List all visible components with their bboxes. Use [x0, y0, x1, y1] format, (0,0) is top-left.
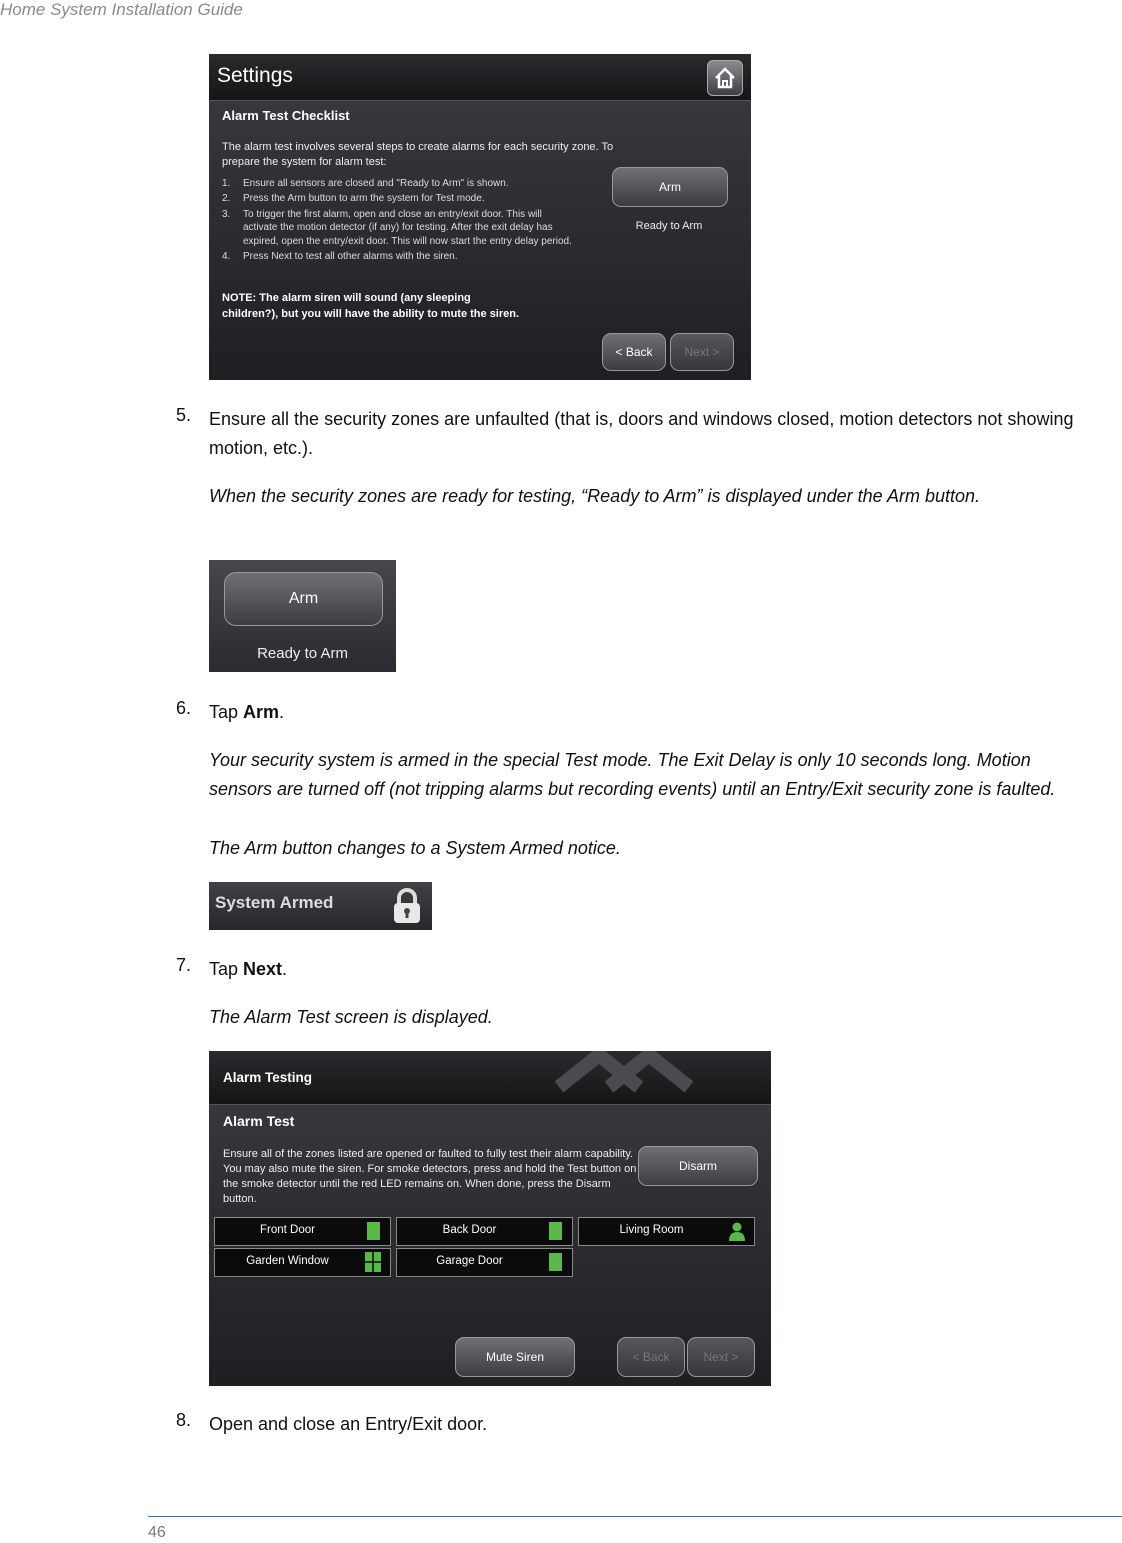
- system-armed-label: System Armed: [215, 893, 334, 912]
- footer-rule: [148, 1516, 1122, 1517]
- intro-line-1: The alarm test involves several steps to create alarms for each security zone. To: [222, 141, 614, 153]
- step-5-text: Ensure all the security zones are unfaulted (that is, doors and windows closed, motion detectors not showing motion, etc.).: [209, 409, 1074, 458]
- list-item: 2. Press the Arm button to arm the system for Test mode.: [222, 193, 485, 205]
- note-line-1: NOTE: The alarm siren will sound (any sleeping: [222, 292, 471, 304]
- ready-to-arm-status: Ready to Arm: [635, 220, 703, 232]
- checklist-heading: Alarm Test Checklist: [222, 108, 350, 123]
- arm-emphasis: Arm: [243, 702, 280, 722]
- step-7-text: Tap Next.: [209, 959, 288, 979]
- zone-back-door[interactable]: Back Door: [396, 1217, 573, 1246]
- zone-garden-window[interactable]: Garden Window: [214, 1248, 391, 1277]
- title-bar: [209, 1051, 771, 1105]
- step-6-result-2: The Arm button changes to a System Armed notice.: [209, 838, 621, 858]
- checklist: [222, 177, 572, 265]
- alarm-testing-screenshot: [209, 1051, 771, 1386]
- step-number: 8.: [176, 1410, 192, 1430]
- list-item: 1. Ensure all sensors are closed and "Ready to Arm" is shown.: [222, 178, 509, 189]
- step-number: 6.: [176, 698, 192, 718]
- step-7-result: The Alarm Test screen is displayed.: [209, 1007, 493, 1027]
- list-item: 4. Press Next to test all other alarms with the siren.: [222, 251, 458, 263]
- door-closed-icon: [367, 1222, 380, 1240]
- alarm-test-instructions: Ensure all of the zones listed are opened or faulted to fully test their alarm capability. You may also mute the siren. For smoke detectors, press and hold the Test button on the smoke detector until the red LED remains on. When done, press the Disarm button.: [223, 1148, 637, 1205]
- screen-title: Alarm Testing: [223, 1070, 313, 1085]
- home-button[interactable]: [707, 60, 743, 96]
- settings-screenshot: [209, 54, 751, 380]
- title-bar: [209, 54, 751, 101]
- step-6-text: Tap Arm.: [209, 702, 285, 722]
- home-watermark-icon: [549, 1051, 699, 1107]
- step-number: 7.: [176, 955, 192, 975]
- note-line-2: children?), but you will have the ability to mute the siren.: [222, 308, 520, 320]
- next-button[interactable]: Next >: [670, 333, 734, 371]
- mute-siren-button[interactable]: Mute Siren: [455, 1337, 575, 1377]
- screen-title: Settings: [217, 64, 293, 87]
- zone-garage-door[interactable]: Garage Door: [396, 1248, 573, 1277]
- door-closed-icon: [549, 1222, 562, 1240]
- header-title: Home System Installation Guide: [0, 0, 243, 19]
- next-emphasis: Next: [243, 959, 283, 979]
- arm-button[interactable]: Arm: [224, 572, 383, 626]
- system-armed-screenshot: [209, 882, 432, 930]
- alarm-test-heading: Alarm Test: [223, 1113, 295, 1129]
- arm-button[interactable]: Arm: [612, 167, 728, 207]
- arm-button-screenshot: [209, 560, 396, 672]
- window-closed-icon: [365, 1252, 381, 1272]
- next-button[interactable]: Next >: [687, 1337, 755, 1377]
- motion-sensor-person-icon: [728, 1221, 746, 1241]
- home-icon: [708, 61, 742, 95]
- zone-front-door[interactable]: Front Door: [214, 1217, 391, 1246]
- intro-line-2: prepare the system for alarm test:: [222, 156, 387, 168]
- lock-icon: [389, 886, 425, 926]
- door-closed-icon: [549, 1253, 562, 1271]
- zone-living-room[interactable]: Living Room: [578, 1217, 755, 1246]
- list-item: 3. To trigger the first alarm, open and close an entry/exit door. This will activate the motion detector (if any) for testing. After the exit delay has expired, open the entry/exit door. This will now start the entry delay period.: [222, 208, 572, 247]
- ready-to-arm-status: Ready to Arm: [257, 645, 348, 662]
- disarm-button[interactable]: Disarm: [638, 1146, 758, 1186]
- back-button[interactable]: < Back: [602, 333, 666, 371]
- back-button[interactable]: < Back: [617, 1337, 685, 1377]
- step-number: 5.: [176, 405, 192, 425]
- page-number: 46: [148, 1524, 166, 1541]
- step-6-result: Your security system is armed in the special Test mode. The Exit Delay is only 10 seconds long. Motion sensors are turned off (not tripping alarms but recording events) until an Entry/Exit security zone is faulted.: [209, 750, 1056, 799]
- step-5-result: When the security zones are ready for testing, “Ready to Arm” is displayed under the Arm button.: [209, 486, 981, 506]
- step-8-text: Open and close an Entry/Exit door.: [209, 1414, 488, 1434]
